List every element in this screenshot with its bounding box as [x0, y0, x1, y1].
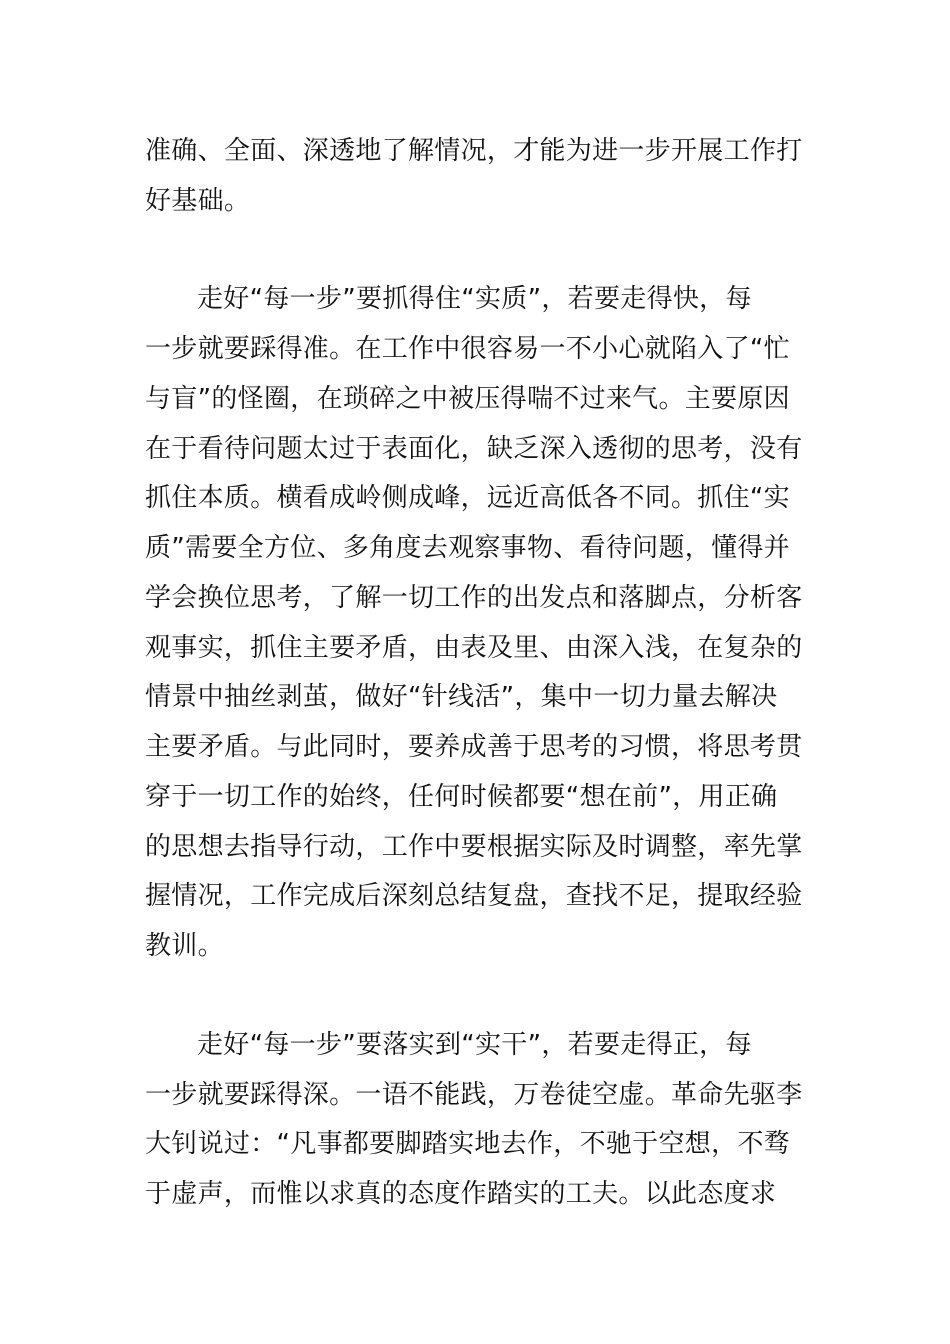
text-line: 情景中抽丝剥茧，做好“针线活”，集中一切力量去解决 — [145, 682, 778, 712]
text-line: 于虚声，而惟以求真的态度作踏实的工夫。以此态度求 — [145, 1179, 777, 1209]
text-line: 与盲”的怪圈，在琐碎之中被压得喘不过来气。主要原因 — [145, 384, 790, 414]
text-line: 准确、全面、深透地了解情况，才能为进一步开展工作打 — [145, 136, 803, 166]
text-line: 一步就要踩得准。在工作中很容易一不小心就陷入了“忙 — [145, 334, 790, 364]
text-line: 观事实，抓住主要矛盾，由表及里、由深入浅，在复杂的 — [145, 633, 803, 663]
text-line: 教训。 — [145, 931, 224, 961]
text-line: 在于看待问题太过于表面化，缺乏深入透彻的思考，没有 — [145, 434, 803, 464]
text-line: 主要矛盾。与此同时，要养成善于思考的习惯，将思考贯 — [145, 732, 803, 762]
text-line: 质”需要全方位、多角度去观察事物、看待问题，懂得并 — [145, 533, 790, 563]
text-line: 握情况，工作完成后深刻总结复盘，查找不足，提取经验 — [145, 881, 803, 911]
text-line: 学会换位思考，了解一切工作的出发点和落脚点，分析客 — [145, 583, 803, 613]
text-line: 走好“每一步”要落实到“实干”，若要走得正，每 — [197, 1030, 752, 1060]
text-line: 好基础。 — [145, 186, 251, 216]
text-line: 大钊说过：“凡事都要脚踏实地去作，不驰于空想，不骛 — [145, 1129, 790, 1159]
text-line: 一步就要踩得深。一语不能践，万卷徒空虚。革命先驱李 — [145, 1080, 803, 1110]
text-line: 的思想去指导行动，工作中要根据实际及时调整，率先掌 — [145, 832, 803, 862]
text-line: 抓住本质。横看成岭侧成峰，远近高低各不同。抓住“实 — [145, 483, 790, 513]
text-line: 走好“每一步”要抓得住“实质”，若要走得快，每 — [197, 284, 752, 314]
text-line: 穿于一切工作的始终，任何时候都要“想在前”，用正确 — [145, 782, 778, 812]
